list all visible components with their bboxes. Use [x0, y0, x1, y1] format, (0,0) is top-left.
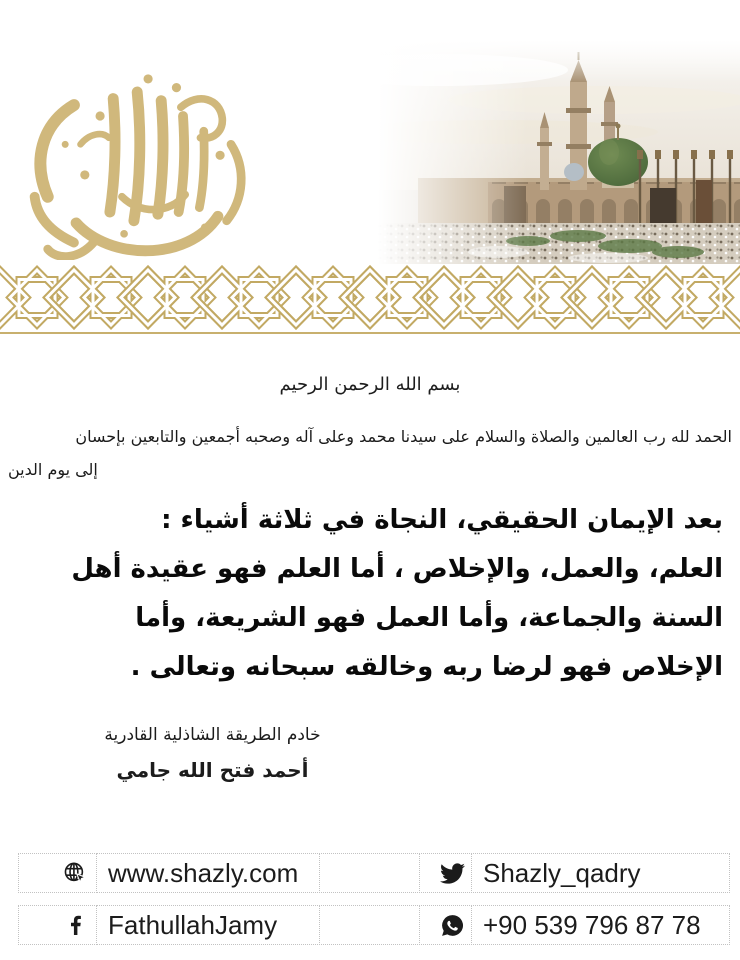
footer-spacer-cell	[319, 853, 420, 893]
quote-line: بعد الإيمان الحقيقي، النجاة في ثلاثة أشياء :	[161, 505, 723, 535]
geometric-knot-border-icon	[0, 264, 740, 331]
whatsapp-icon	[440, 913, 465, 938]
twitter-handle-label: Shazly_qadry	[483, 857, 641, 888]
opening-line: الحمد لله رب العالمين والصلاة والسلام على سيدنا محمد وعلى آله وصحبه أجمعين والتابعين بإحسان	[75, 427, 732, 446]
mosque-photo	[378, 40, 740, 264]
website-icon-cell	[18, 853, 97, 893]
whatsapp-number-link[interactable]	[471, 905, 730, 945]
whatsapp-number-label: +90 539 796 87 78	[483, 909, 701, 940]
twitter-icon	[440, 861, 465, 886]
twitter-icon-cell	[419, 853, 472, 893]
signature-title: خادم الطريقة الشاذلية القادرية	[104, 725, 321, 745]
signature-name: أحمد فتح الله جامي	[116, 758, 309, 782]
opening-line: إلى يوم الدين	[8, 460, 98, 479]
facebook-link[interactable]	[96, 905, 320, 945]
bismillah-text: بسم الله الرحمن الرحيم	[279, 374, 461, 395]
quote-line: الإخلاص فهو لرضا ربه وخالقه سبحانه وتعالى .	[130, 652, 723, 682]
facebook-label: FathullahJamy	[108, 909, 278, 940]
facebook-icon	[64, 913, 88, 937]
facebook-icon-cell	[18, 905, 97, 945]
gold-divider-line	[0, 332, 740, 334]
main-quote	[38, 496, 723, 692]
signature-block	[0, 720, 425, 790]
twitter-handle-link[interactable]	[471, 853, 730, 893]
website-label: www.shazly.com	[108, 857, 299, 888]
quote-line: العلم، والعمل، والإخلاص ، أما العلم فهو عقيدة أهل	[71, 554, 723, 584]
calligraphy-emblem-icon	[16, 68, 254, 260]
whatsapp-icon-cell	[419, 905, 472, 945]
opening-praise-text	[8, 420, 732, 486]
footer-spacer-cell	[319, 905, 420, 945]
website-link[interactable]	[96, 853, 320, 893]
globe-icon	[62, 860, 88, 886]
quote-line: السنة والجماعة، وأما العمل فهو الشريعة، وأما	[135, 603, 723, 633]
